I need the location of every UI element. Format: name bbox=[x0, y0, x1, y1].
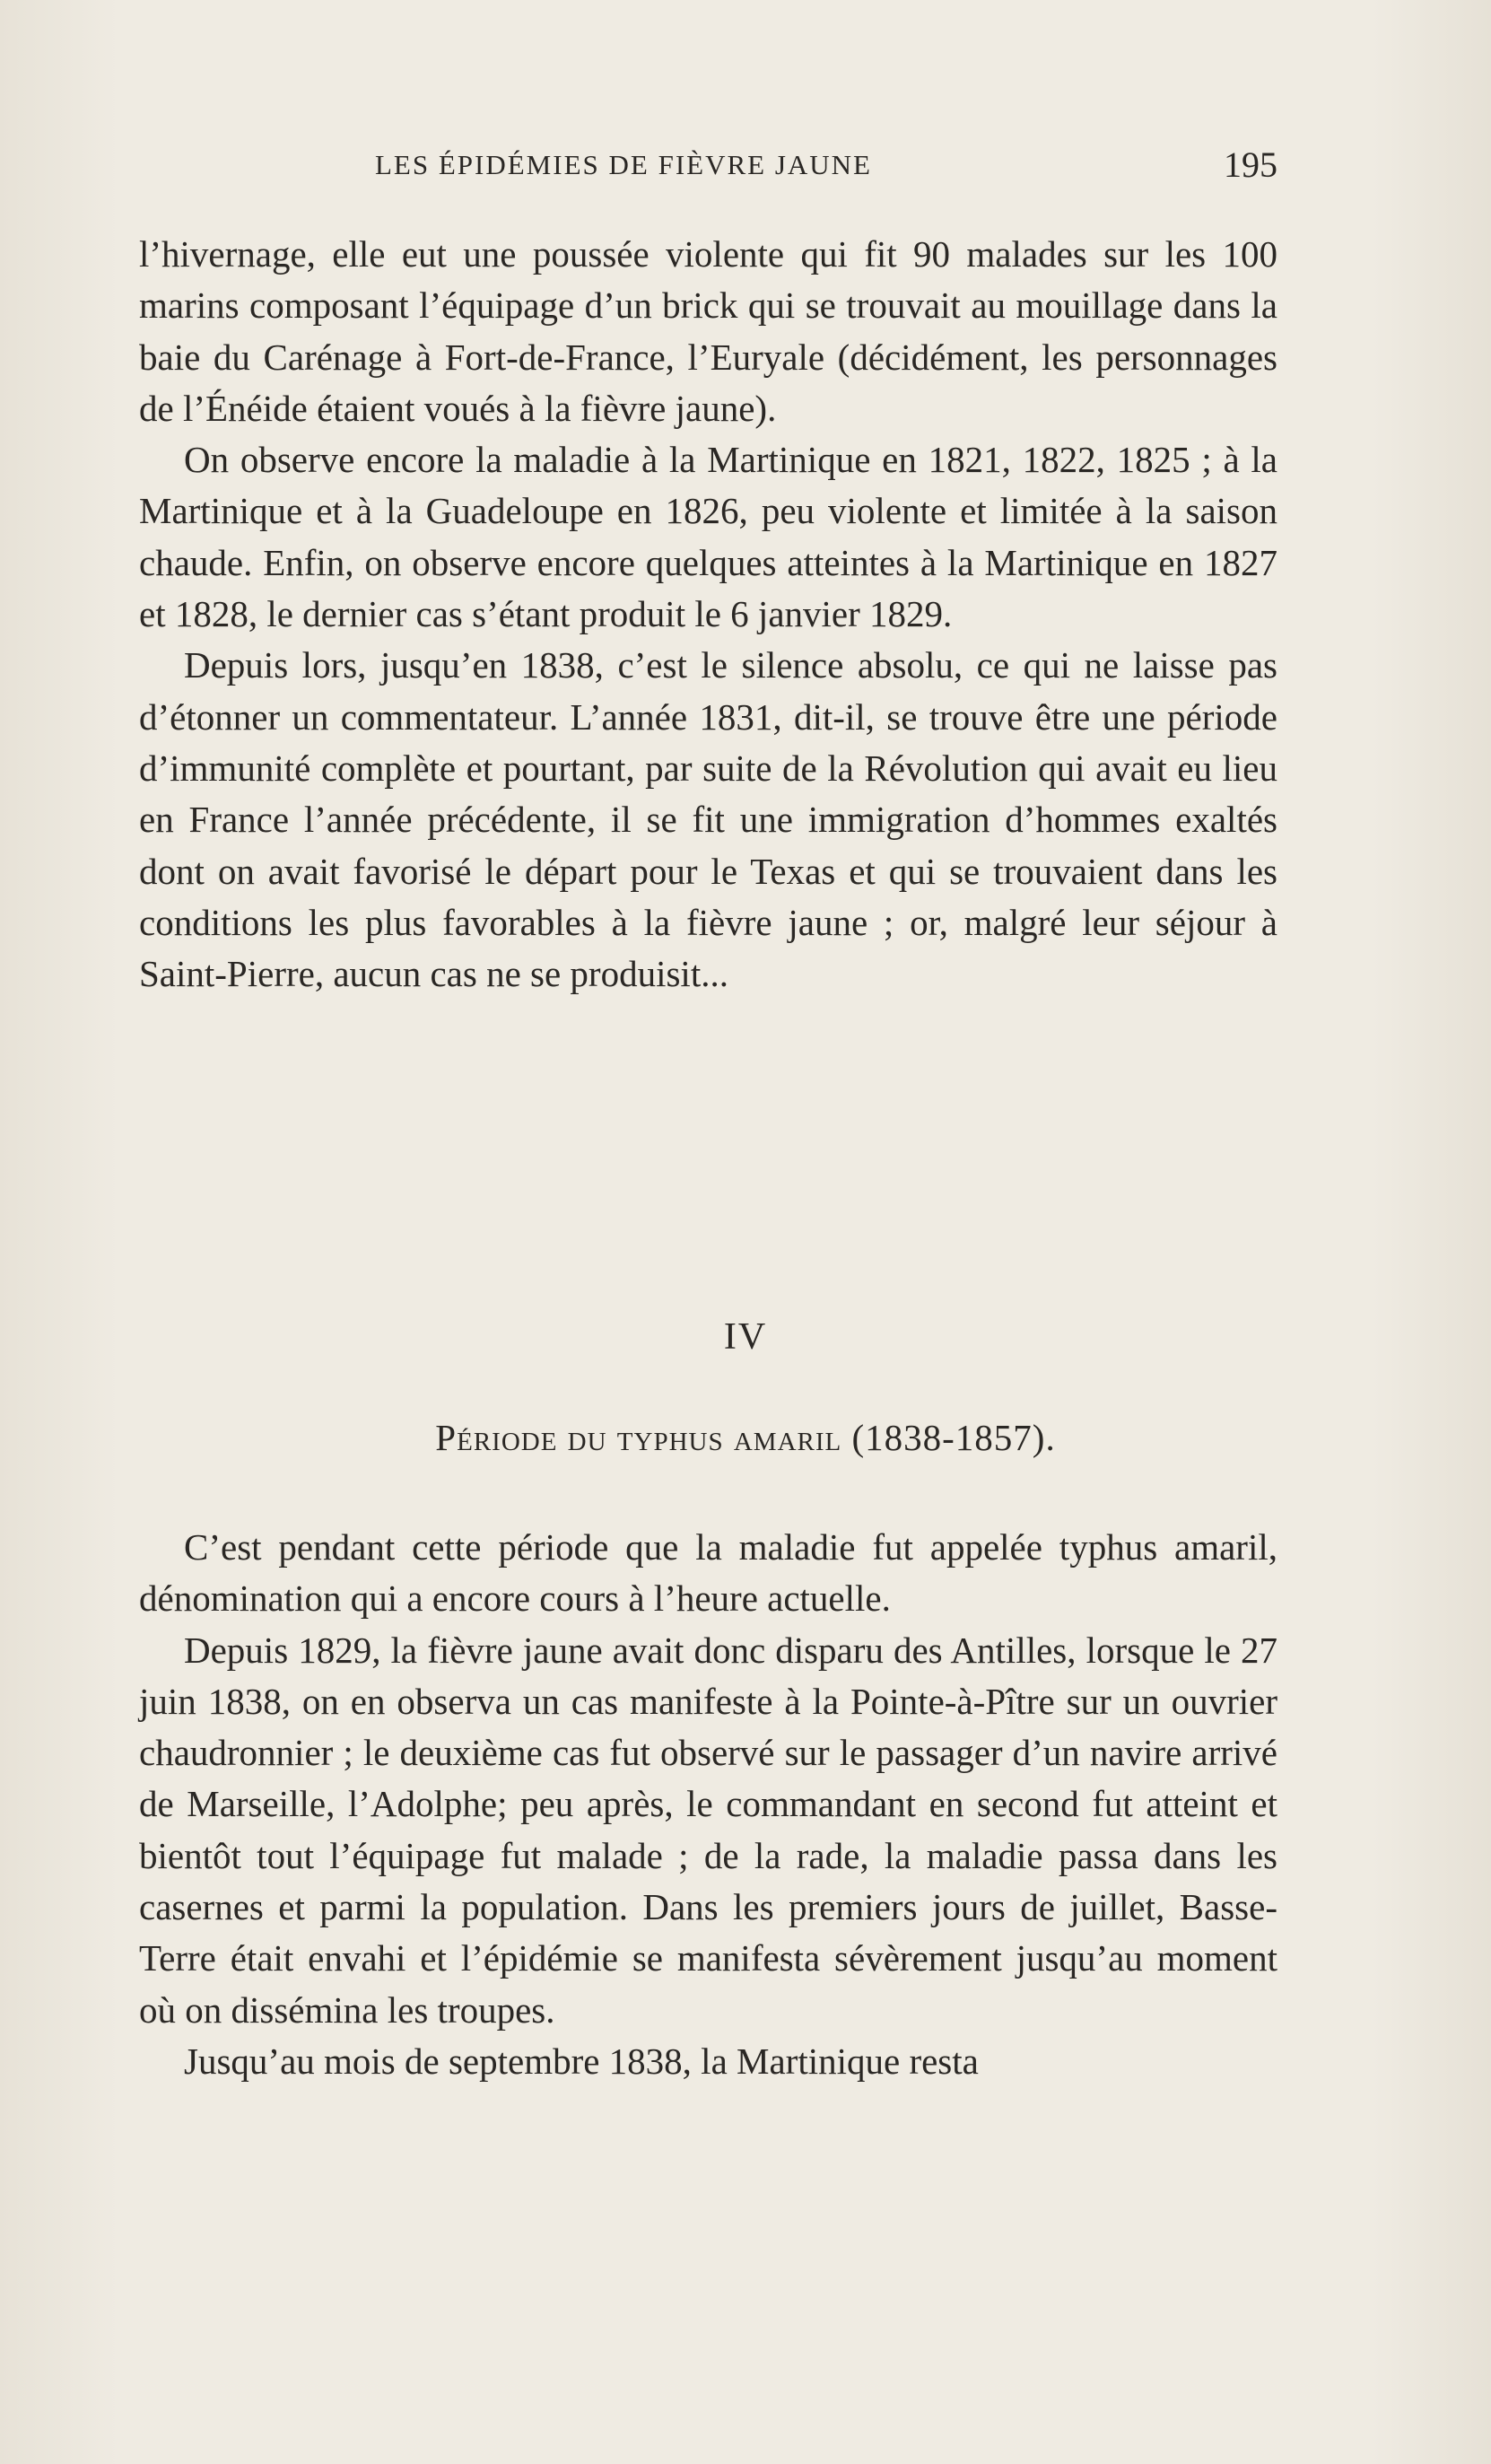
running-title: LES ÉPIDÉMIES DE FIÈVRE JAUNE bbox=[375, 149, 872, 180]
page-number: 195 bbox=[1224, 144, 1277, 185]
page-header bbox=[139, 145, 1277, 185]
paragraph: C’est pendant cette période que la maladie fut appelée typhus amaril, dénomination qui a encore cours à l’heure actuelle. bbox=[139, 1526, 1277, 1620]
section-title: Période du typhus amaril (1838-1857). bbox=[435, 1417, 1056, 1458]
paragraph: Jusqu’au mois de septembre 1838, la Martinique resta bbox=[184, 2040, 979, 2082]
paragraph: On observe encore la maladie à la Martinique en 1821, 1822, 1825 ; à la Martinique et à la Guadeloupe en 1826, peu violente et limitée à la saison chaude. Enfin, on observe encore quelques atteintes à la Martinique en 1827 et 1828, le dernier cas s’étant produit le 6 janvier 1829. bbox=[139, 439, 1277, 635]
paragraph: Depuis lors, jusqu’en 1838, c’est le silence absolu, ce qui ne laisse pas d’étonner un commentateur. L’année 1831, dit-il, se trouve être une période d’immunité complète et pourtant, par suite de la Révolution qui avait eu lieu en France l’année précédente, il se fit une immigration d’hommes exaltés dont on avait favorisé le départ pour le Texas et qui se trouvaient dans les conditions les plus favorables à la fièvre jaune ; or, malgré leur séjour à Saint-Pierre, aucun cas ne se produisit... bbox=[139, 644, 1277, 995]
paragraph: l’hivernage, elle eut une poussée violente qui fit 90 malades sur les 100 marins composant l’équipage d’un brick qui se trouvait au mouillage dans la baie du Carénage à Fort-de-France, l’Euryale (décidément, les personnages de l’Énéide étaient voués à la fièvre jaune). bbox=[139, 233, 1277, 429]
section-number: IV bbox=[723, 1316, 768, 1358]
text-block-bottom bbox=[139, 1522, 1277, 2087]
paragraph: Depuis 1829, la fièvre jaune avait donc disparu des Antilles, lorsque le 27 juin 1838, on en observa un cas manifeste à la Pointe-à-Pître sur un ouvrier chaudronnier ; le deuxième cas fut observé sur le passager d’un navire arrivé de Marseille, l’Adolphe; peu après, le commandant en second fut atteint et bientôt tout l’équipage fut malade ; de la rade, la maladie passa dans les casernes et parmi la population. Dans les premiers jours de juillet, Basse-Terre était envahi et l’épidémie se manifesta sévèrement jusqu’au moment où on dissémina les troupes. bbox=[139, 1629, 1277, 2031]
text-block-top bbox=[139, 229, 1277, 1000]
